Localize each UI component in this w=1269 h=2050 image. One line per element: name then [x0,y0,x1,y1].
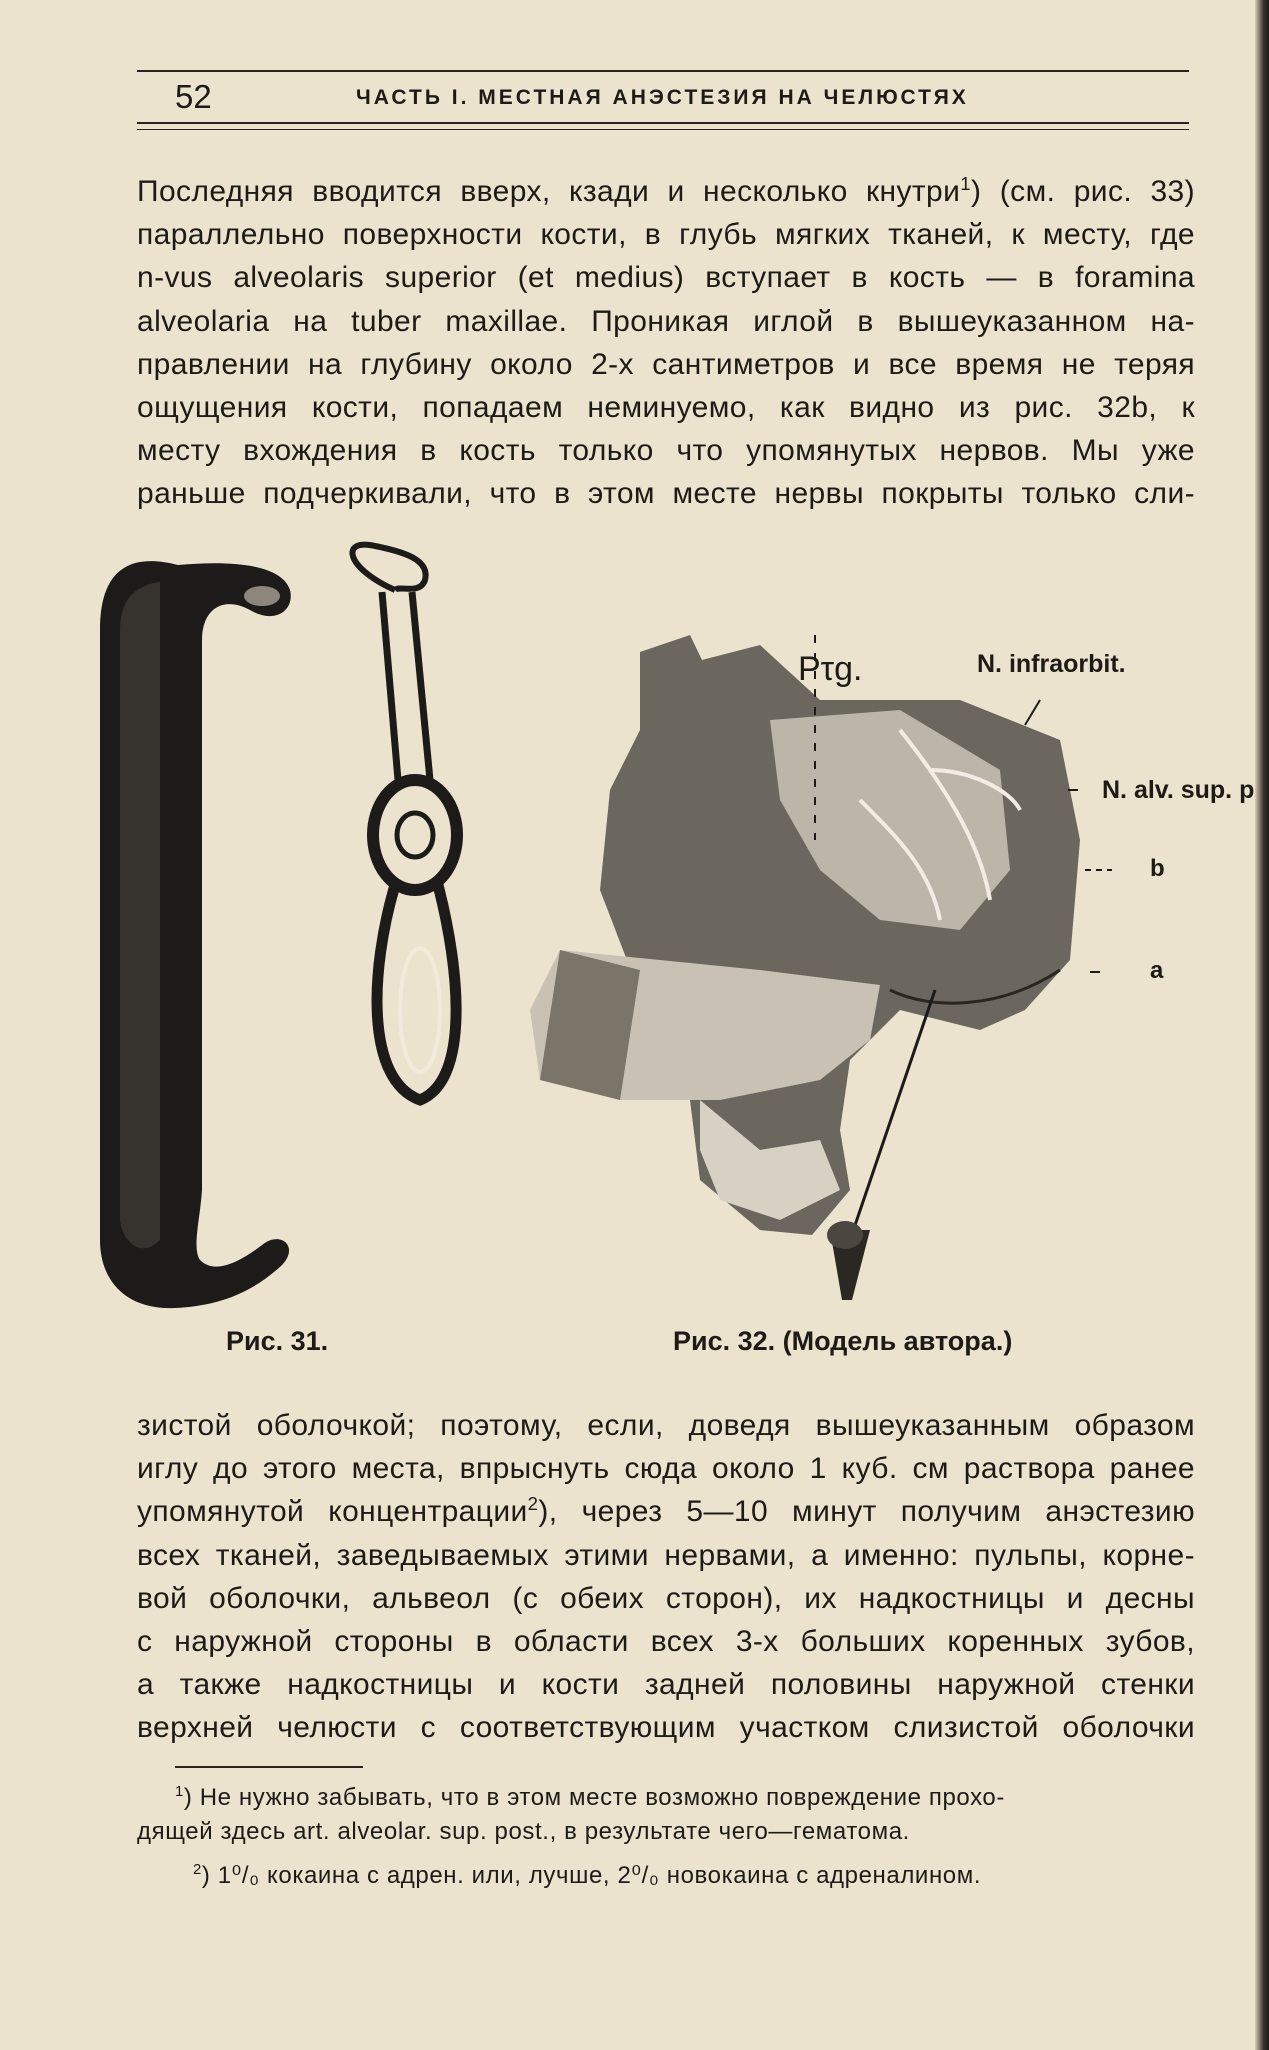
figure-label-b: b [1150,855,1165,882]
caption-figure-31: Рис. 31. [226,1326,329,1356]
footnote-2: $^2$) 1⁰/₀ кокаина с адрен. или, лучше, 2⁰/₀ новокаина с адреналином. [193,1862,982,1889]
text-line: n-vus alveolaris superior (et medius) вступает в кость — в foramina [137,261,1195,295]
text-line: с наружной стороны в области всех 3-х больших коренных зубов, [137,1625,1195,1659]
running-head: ЧАСТЬ I. МЕСТНАЯ АНЭСТЕЗИЯ НА ЧЕЛЮСТЯХ [356,86,969,109]
figure-label-pterygoid: Pτg. [798,650,863,688]
text-line: параллельно поверхности кости, в глубь мягких тканей, к месту, где [137,218,1195,252]
footnote-ref: 2 [527,1493,539,1515]
text-line: Последняя вводится вверх, кзади и несколько кнутри$^1$) (см. рис. 33) [137,173,1195,208]
retractor-large-illustration [100,561,291,1308]
figures [0,540,1269,1320]
header-double-rule-top [137,122,1189,124]
page-number: 52 [175,78,212,115]
skull-model-illustration [530,635,1112,1300]
figure-label-alveolar-superior: N. alv. sup. p [1102,776,1255,804]
text-line: ощущения кости, попадаем неминуемо, как видно из рис. 32b, к [137,391,1195,425]
footnote-ref: 1 [960,173,972,194]
text-line: упомянутой концентрации$^2$), через 5—10 минут получим анэстезию [137,1493,1195,1529]
caption-figure-32: Рис. 32. (Модель автора.) [673,1326,1013,1356]
figure-label-infraorbital: N. infraorbit. [977,650,1126,678]
footnote-mark: 1 [175,1784,184,1800]
footnote-1: $^1$) Не нужно забывать, что в этом месте возможно повреждение прохо- дящей здесь art. alveolar. sup. post., в результате чего—гематома. [137,1784,1005,1845]
text-line: вой оболочки, альвеол (с обеих сторон), их надкостницы и десны [137,1581,1195,1615]
header-rule [137,70,1189,72]
text-line: а также надкостницы и кости задней половины наружной стенки [137,1668,1195,1702]
text-line: зистой оболочкой; поэтому, если, доведя вышеуказанным образом [137,1409,1195,1442]
retractor-small-illustration [352,545,457,1100]
text-line: иглу до этого места, впрыснуть сюда около 1 куб. см раствора ранее [137,1452,1195,1486]
paragraph-top [137,170,1195,516]
footnote-mark: 2 [193,1862,202,1878]
text-line: месту вхождения в кость только что упомянутых нервов. Мы уже [137,434,1195,468]
figure-label-a: a [1150,957,1164,984]
text-line: верхней челюсти с соответствующим участком слизистой оболочки [137,1711,1195,1745]
footnote-rule [175,1766,363,1768]
header-double-rule-bottom [137,129,1189,130]
text-line: правлении на глубину около 2-х сантиметров и все время не теряя [137,347,1195,381]
text-line: раньше подчеркивали, что в этом месте нервы покрыты только сли- [137,477,1195,511]
paragraph-bottom [137,1404,1195,1750]
text-line: всех тканей, заведываемых этими нервами, а именно: пульпы, корне- [137,1538,1195,1572]
text-line: alveolaria на tuber maxillae. Проникая иглой в вышеуказанном на- [137,304,1195,338]
